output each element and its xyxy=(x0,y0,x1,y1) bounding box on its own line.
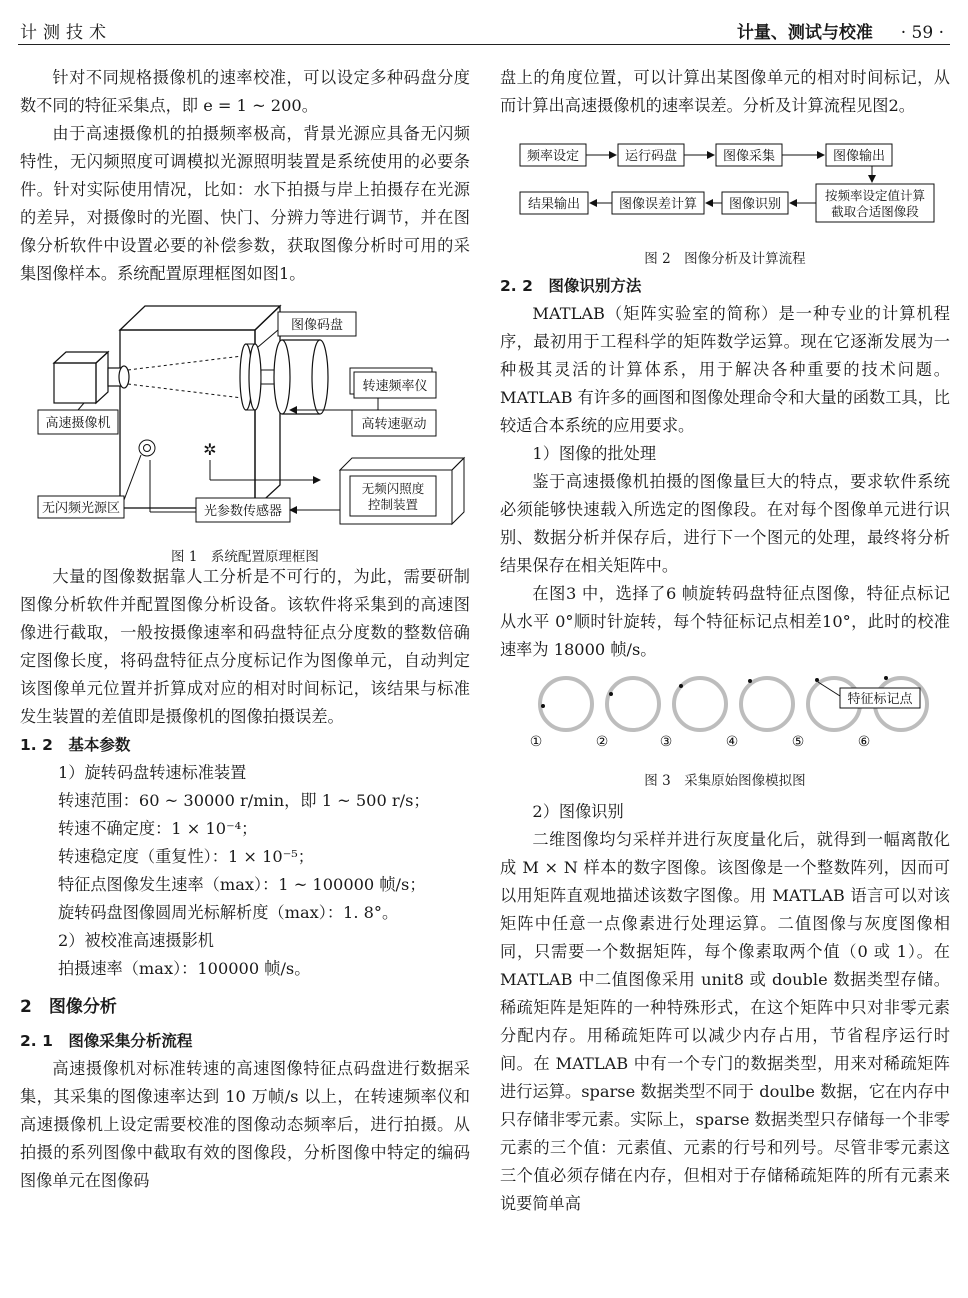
left-paragraph-4: 高速摄像机对标准转速的高速图像特征点码盘进行数据采集，其采集的图像速率达到 10 万帧/s 以上，在转速频率仪和高速摄像机上设定需要校准的图像动态频率后，进行拍摄。从拍摄的系列图像中截取有效的图像段，分析图像中特定的编码图像单元在图像码 xyxy=(20,1059,470,1190)
param-line: 转速稳定度（重复性）：1 × 10⁻⁵； xyxy=(58,847,314,866)
marker-dot xyxy=(884,676,888,680)
chamber-box xyxy=(120,330,255,508)
page-number: · 59 · xyxy=(900,23,944,43)
motor xyxy=(312,340,328,414)
header-rule xyxy=(18,44,950,45)
frame-circle xyxy=(607,678,659,730)
param-line: 转速不确定度：1 × 10⁻⁴； xyxy=(58,819,258,838)
param-line: 转速范围：60 ~ 30000 r/min，即 1 ~ 500 r/s； xyxy=(58,791,430,810)
label-light-ctrl-2: 控制装置 xyxy=(367,497,419,512)
label-encoder: 图像码盘 xyxy=(290,318,344,333)
marker-dot xyxy=(541,704,545,708)
subheading-batch: 1）图像的批处理 xyxy=(532,444,657,463)
frame-number: ③ xyxy=(659,734,673,750)
flow-label: 结果输出 xyxy=(527,197,581,212)
left-paragraph-3: 大量的图像数据靠人工分析是不可行的，为此，需要研制图像分析软件并配置图像分析设备。该软件将采集到的高速图像进行截取，一般按摄像速率和码盘特征点分度数的整数倍确定图像长度，将码盘特征点分度标记作为图像单元，自动判定该图像单元位置并折算成对应的相对时间标记，该结果与标准发生装置的差值即是摄像机的图像拍摄误差。 xyxy=(20,567,470,726)
label-sensor: 光参数传感器 xyxy=(203,504,283,519)
right-column xyxy=(500,64,950,1218)
label-drive: 高转速驱动 xyxy=(361,417,427,432)
param-line: 拍摄速率（max）：100000 帧/s。 xyxy=(58,959,311,978)
marker-dot xyxy=(748,679,752,683)
light-source xyxy=(139,440,155,456)
param-line: 特征点图像发生速率（max）：1 ~ 100000 帧/s； xyxy=(58,875,426,894)
frame-number: ② xyxy=(595,734,609,750)
label-tachometer: 转速频率仪 xyxy=(362,379,428,394)
flow-label: 运行码盘 xyxy=(624,149,678,164)
flow-label: 图像采集 xyxy=(722,149,776,164)
heading-2: 2 图像分析 xyxy=(20,997,117,1017)
frame-number: ⑥ xyxy=(857,734,871,750)
figure-1-diagram xyxy=(20,300,470,528)
figure-2 xyxy=(500,126,950,276)
figure-1 xyxy=(20,300,470,565)
marker-dot xyxy=(609,692,613,696)
figure-3 xyxy=(500,672,950,792)
marker-dot xyxy=(679,684,683,688)
flow-label: 图像识别 xyxy=(728,197,782,212)
right-paragraph-5: 二维图像均匀采样并进行灰度量化后，就得到一幅离散化成 M × N 样本的数字图像。该图像是一个整数阵列，因而可以用矩阵直观地描述该数字图像。用 MATLAB 语言可以对该矩阵中任意一点像素进行处理运算。二值图像与灰度图像相同，只需要一个数据矩阵，每个像素取两个值（0 或 1）。在 MATLAB 中二值图像采用 unit8 或 double 数据类型存储。稀疏矩阵是矩阵的一种特殊形式，在这个矩阵中只对非零元素分配内存。用稀疏矩阵可以减少内存占用，节省程序运行时间。在 MATLAB 中有一个专门的数据类型，用来对稀疏矩阵进行运算。sparse 数据类型不同于 doulbe 数据，它在内存中只存储非零元素。实际上，sparse 数据类型只存储每一个非零元素的三个值：元素值、元素的行号和列号。尽管非零元素这三个值必须存储在内存，但相对于存储稀疏矩阵的所有元素来说要简单高 xyxy=(500,830,950,1213)
figure-3-frames xyxy=(500,672,950,750)
frame-circle xyxy=(540,678,592,730)
frame-number: ① xyxy=(529,734,543,750)
subheading-recognition: 2）图像识别 xyxy=(532,802,624,821)
figure-2-caption: 图 2 图像分析及计算流程 xyxy=(644,251,806,267)
label-light-zone: 无闪频光源区 xyxy=(41,501,121,516)
figure-2-flowchart xyxy=(500,126,950,244)
frame-circle xyxy=(741,678,793,730)
figure-1-caption: 图 1 系统配置原理框图 xyxy=(171,549,319,565)
running-header xyxy=(0,0,968,44)
left-paragraph-2: 由于高速摄像机的拍摄频率极高，背景光源应具备无闪频特性，无闪频照度可调模拟光源照明装置是系统使用的必要条件。针对实际使用情况，比如：水下拍摄与岸上拍摄存在光源的差异，对摄像时的光圈、快门、分辨力等进行调节，并在图像分析软件中设置必要的补偿参数，获取图像分析时可用的采集图像样本。系统配置原理框图如图1。 xyxy=(20,124,470,283)
flow-label: 按频率设定值计算 xyxy=(824,188,926,203)
right-paragraph-3: 鉴于高速摄像机拍摄的图像量巨大的特点，要求软件系统必须能够快速载入所选定的图像段。在对每个图像单元进行识别、数据分析并保存后，进行下一个图元的处理，最终将分析结果保存在相关矩阵中。 xyxy=(500,472,950,575)
label-camera: 高速摄像机 xyxy=(45,416,111,431)
marker-dot xyxy=(815,678,819,682)
flow-label: 截取合适图像段 xyxy=(831,204,919,219)
right-paragraph-1: 盘上的角度位置，可以计算出某图像单元的相对时间标记，从而计算出高速摄像机的速率误差。分析及计算流程见图2。 xyxy=(500,68,950,115)
label-light-ctrl-1: 无频闪照度 xyxy=(361,481,425,496)
flow-label: 图像输出 xyxy=(832,149,886,164)
flow-label: 图像误差计算 xyxy=(618,197,698,212)
param-line: 1）旋转码盘转速标准装置 xyxy=(58,763,247,782)
right-paragraph-4: 在图3 中，选择了6 帧旋转码盘特征点图像，特征点标记从水平 0°顺时针旋转，每个特征标记点相差10°，此时的校准速率为 18000 帧/s。 xyxy=(500,584,950,659)
header-right xyxy=(737,18,944,43)
right-paragraph-2: MATLAB（矩阵实验室的简称）是一种专业的计算机程序，最初用于工程科学的矩阵数学运算。现在它逐渐发展为一种极其灵活的计算体系，用于解决各种重要的技术问题。MATLAB 有许多的画图和图像处理命令和大量的函数工具，比较适合本系统的应用要求。 xyxy=(500,304,950,435)
heading-2-1: 2. 1 图像采集分析流程 xyxy=(20,1032,193,1050)
heading-1-2: 1. 2 基本参数 xyxy=(20,736,131,754)
flow-label: 频率设定 xyxy=(526,149,580,164)
figure-3-caption: 图 3 采集原始图像模拟图 xyxy=(644,773,806,789)
frame-number: ⑤ xyxy=(791,734,805,750)
param-line: 旋转码盘图像圆周光标解析度（max）：1. 8°。 xyxy=(58,903,399,922)
camera-body xyxy=(54,363,96,403)
heading-2-2: 2. 2 图像识别方法 xyxy=(500,277,642,295)
param-line: 2）被校准高速摄影机 xyxy=(58,931,214,950)
parameter-list xyxy=(20,759,470,983)
marker-label: 特征标记点 xyxy=(847,692,913,707)
journal-name: 计测技术 xyxy=(20,23,112,43)
left-column xyxy=(20,64,470,1195)
section-name: 计量、测试与校准 xyxy=(736,23,873,43)
sensor-icon: ✲ xyxy=(203,440,217,459)
left-paragraph-1: 针对不同规格摄像机的速率校准，可以设定多种码盘分度数不同的特征采集点，即 e = 1 ~ 200。 xyxy=(20,68,470,115)
frame-number: ④ xyxy=(725,734,739,750)
